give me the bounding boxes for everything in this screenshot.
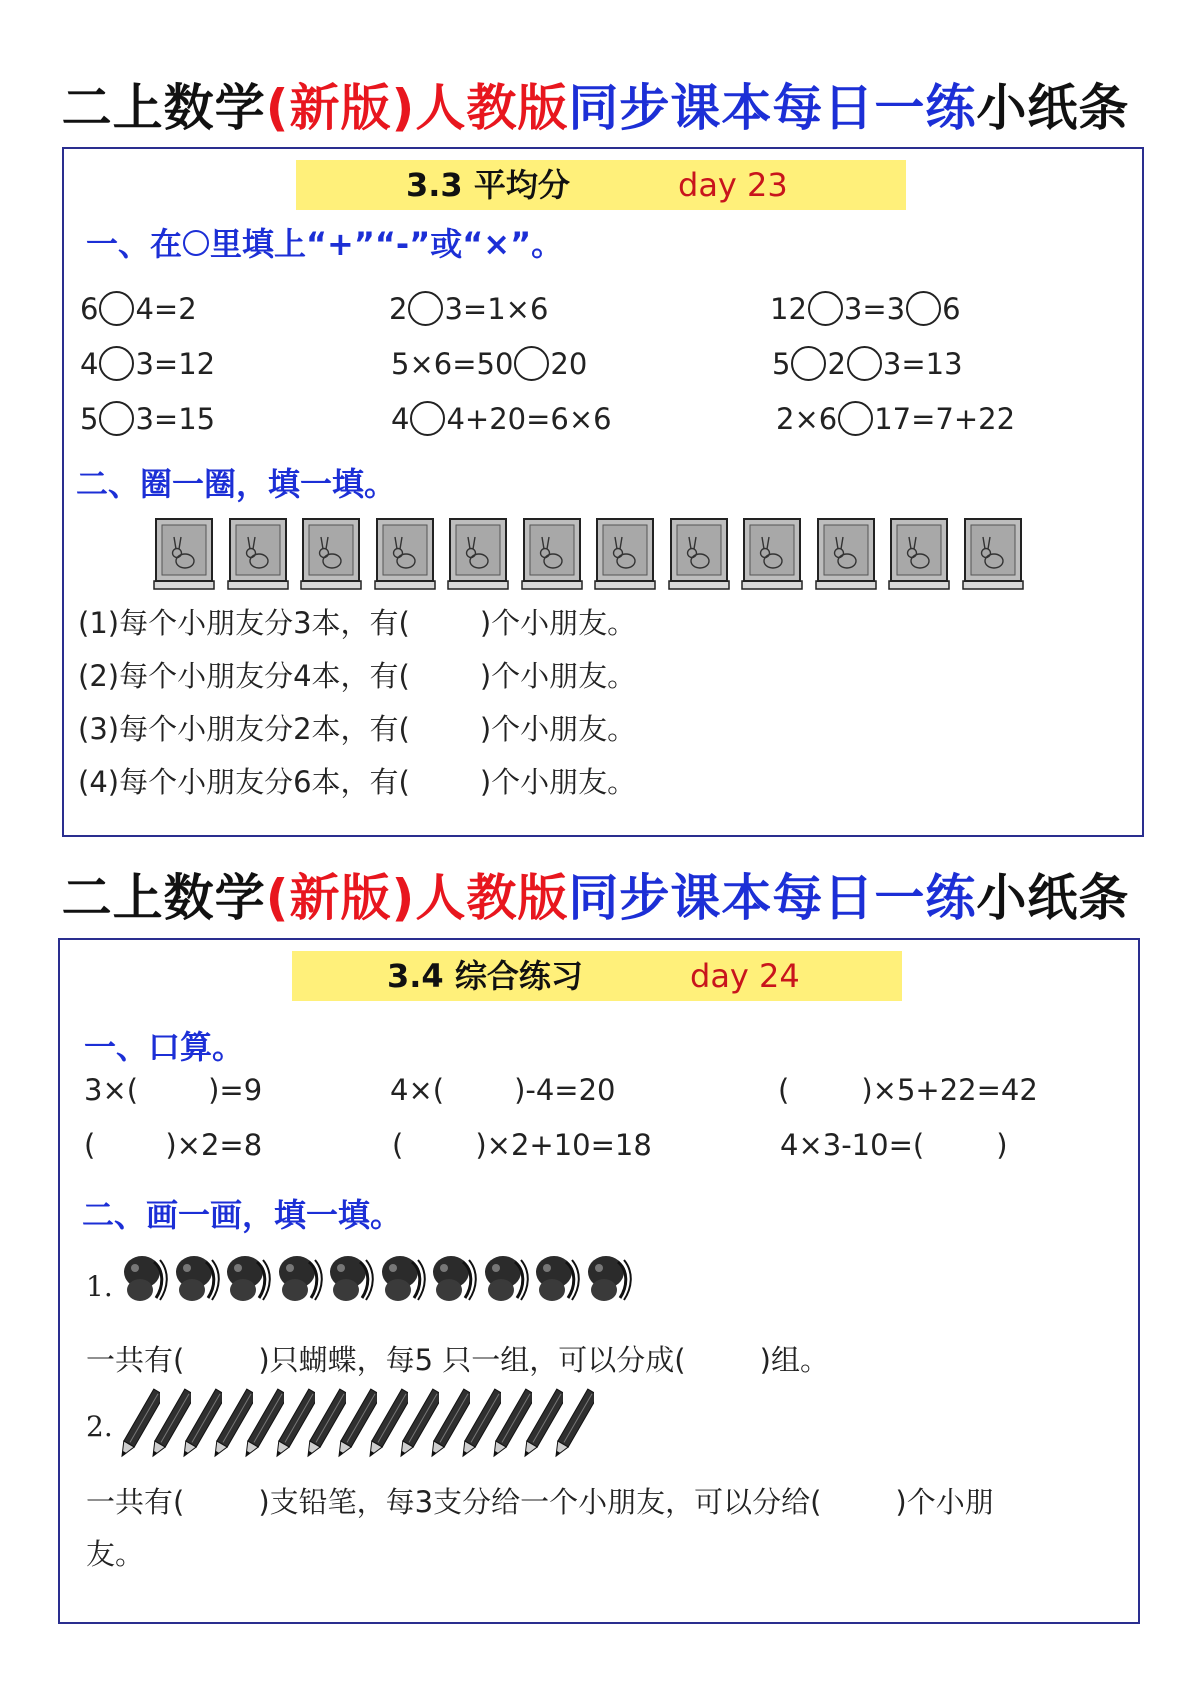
fill-question [78,760,636,801]
fill-question [78,707,636,748]
rabbit-book-icon[interactable] [226,517,290,591]
eq-text: 5 [772,347,791,381]
equation [389,292,548,329]
eq-text: 2 [389,292,408,326]
eq-text: ( [84,1128,96,1162]
section1-heading-part: 里填上“+”“-”或“×”。 [210,225,564,263]
title-part-grade: 二上数学 [61,79,266,137]
title-part-slip: 小纸条 [976,79,1130,137]
rabbit-book-icon[interactable] [814,517,878,591]
eq-text: )-4=20 [514,1073,616,1107]
equation [80,347,215,384]
answer-circle[interactable] [410,401,445,436]
section1-heading-part: 一、在 [86,225,183,263]
butterfly-icon[interactable] [532,1252,582,1304]
section2-heading: 二、画一画，填一填。 [82,1196,403,1234]
eq-text: 2×6 [776,402,838,436]
q-text: )个小朋友。 [479,659,637,693]
day-label: day 24 [690,957,800,995]
rabbit-book-icon[interactable] [152,517,216,591]
answer-circle[interactable] [791,346,826,381]
butterfly-icon[interactable] [378,1252,428,1304]
q-text: (1)每个小朋友分3本，有( [78,606,410,640]
q-text: (3)每个小朋友分2本，有( [78,712,410,746]
equation [392,1128,652,1162]
eq-text: 5×6=50 [391,347,514,381]
answer-circle[interactable] [99,346,134,381]
rabbit-book-icon[interactable] [446,517,510,591]
answer-circle[interactable] [408,291,443,326]
eq-text: ) [996,1128,1008,1162]
eq-text: )=9 [208,1073,263,1107]
eq-text: 4+20=6×6 [446,402,612,436]
sheet2-banner [292,951,902,1001]
equation [390,1073,616,1107]
lesson-label: 3.4 综合练习 [387,957,583,995]
lesson-label: 3.3 平均分 [406,166,570,204]
title-part-publisher: 人教版 [415,79,569,137]
eq-text: 6 [80,292,99,326]
question-number: 1. [86,1270,113,1303]
q-text: )个小朋友。 [479,712,637,746]
eq-text: 4×( [390,1073,445,1107]
eq-text: )×2+10=18 [475,1128,652,1162]
eq-text: 4 [391,402,410,436]
eq-text: 3=3 [843,292,906,326]
answer-circle[interactable] [99,291,134,326]
pencil-row [120,1385,600,1465]
equation [84,1073,262,1107]
question-number: 2. [86,1410,113,1443]
eq-text: 3=1×6 [444,292,549,326]
eq-text: 3=13 [882,347,963,381]
eq-text: 4×3-10=( [780,1128,925,1162]
sheet2-box [58,938,1140,1624]
answer-circle[interactable] [514,346,549,381]
rabbit-book-icon[interactable] [887,517,951,591]
eq-text: ( [778,1073,790,1107]
eq-text: 17=7+22 [874,402,1016,436]
title-part-edition: (新版) [265,869,416,927]
rabbit-book-icon[interactable] [373,517,437,591]
eq-text: 4 [80,347,99,381]
q-text: 一共有( [86,1343,185,1377]
fill-question-continued: 友。 [86,1537,145,1571]
answer-circle[interactable] [906,291,941,326]
section2-heading: 二、圈一圈，填一填。 [76,465,397,503]
eq-text: 6 [942,292,961,326]
butterfly-row [120,1252,640,1312]
title-part-slip: 小纸条 [976,869,1130,927]
butterfly-icon[interactable] [120,1252,170,1304]
butterfly-icon[interactable] [584,1252,634,1304]
sheet1-banner [296,160,906,210]
equation [776,402,1015,439]
fill-question [78,654,636,695]
sheet1-title [0,68,1191,140]
rabbit-book-icon[interactable] [740,517,804,591]
eq-text: 2 [827,347,846,381]
sheet1-box [62,147,1144,837]
rabbit-book-icon[interactable] [667,517,731,591]
butterfly-icon[interactable] [429,1252,479,1304]
answer-circle[interactable] [838,401,873,436]
rabbit-book-icon[interactable] [299,517,363,591]
title-part-grade: 二上数学 [61,869,266,927]
fill-question [86,1480,994,1521]
section1-heading [86,219,563,265]
q-text: 一共有( [86,1485,185,1519]
eq-text: )×2=8 [165,1128,263,1162]
equation [780,1128,1008,1162]
butterfly-icon[interactable] [223,1252,273,1304]
eq-text: 12 [770,292,807,326]
fill-question [78,601,636,642]
equation [80,402,215,439]
section1-heading: 一、口算。 [84,1028,245,1066]
fill-question [86,1338,829,1379]
book-row [152,517,1032,593]
answer-circle[interactable] [847,346,882,381]
sheet2-title [0,858,1191,930]
butterfly-icon[interactable] [481,1252,531,1304]
q-text: (2)每个小朋友分4本，有( [78,659,410,693]
rabbit-book-icon[interactable] [593,517,657,591]
pencil-icon[interactable] [554,1385,594,1465]
answer-circle[interactable] [808,291,843,326]
q-text: )支铅笔，每3支分给一个小朋友，可以分给( [258,1485,822,1519]
title-part-daily: 同步课本每日一练 [568,79,977,137]
eq-text: ( [392,1128,404,1162]
q-text: (4)每个小朋友分6本，有( [78,765,410,799]
day-label: day 23 [678,166,788,204]
eq-text: 3=12 [135,347,216,381]
eq-text: 20 [550,347,588,381]
eq-text: 3=15 [135,402,216,436]
equation [84,1128,262,1162]
q-text: )只蝴蝶，每5 只一组，可以分成( [258,1343,686,1377]
eq-text: 4=2 [135,292,197,326]
rabbit-book-icon[interactable] [520,517,584,591]
equation [80,292,197,329]
equation [778,1073,1038,1107]
eq-text: 3×( [84,1073,139,1107]
butterfly-icon[interactable] [326,1252,376,1304]
q-text: )个小朋友。 [479,765,637,799]
title-part-publisher: 人教版 [415,869,569,927]
q-text: )个小朋友。 [479,606,637,640]
equation [772,347,963,384]
eq-text: )×5+22=42 [861,1073,1038,1107]
title-part-daily: 同步课本每日一练 [568,869,977,927]
butterfly-icon[interactable] [172,1252,222,1304]
equation [391,347,587,384]
circle-icon [183,230,209,256]
rabbit-book-icon[interactable] [961,517,1025,591]
title-part-edition: (新版) [265,79,416,137]
q-text: )组。 [759,1343,829,1377]
answer-circle[interactable] [99,401,134,436]
equation [770,292,961,329]
butterfly-icon[interactable] [275,1252,325,1304]
q-text: )个小朋 [895,1485,994,1519]
eq-text: 5 [80,402,99,436]
equation [391,402,612,439]
